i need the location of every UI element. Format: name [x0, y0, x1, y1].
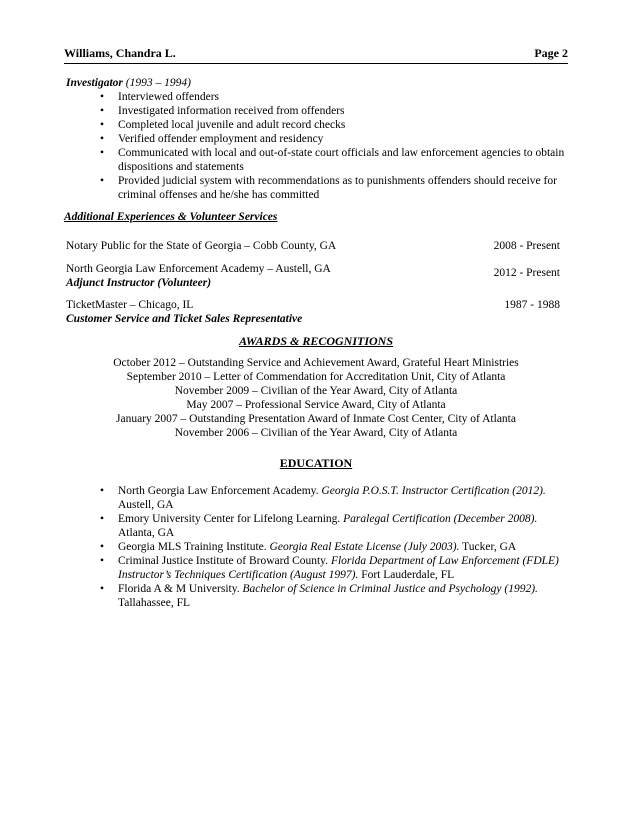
list-item	[100, 554, 570, 582]
school-name: Georgia MLS Training Institute.	[118, 541, 267, 553]
list-item: • Interviewed offenders	[100, 90, 568, 104]
experience-entry	[66, 262, 560, 290]
education-heading-row	[64, 456, 568, 471]
award-item: January 2007 – Outstanding Presentation Award of Inmate Cost Center, City of Atlanta	[116, 413, 516, 425]
experience-org: TicketMaster – Chicago, IL	[66, 299, 194, 311]
award-item: September 2010 – Letter of Commendation for Accreditation Unit, City of Atlanta	[126, 371, 506, 383]
education-list	[100, 484, 570, 610]
list-item: • Communicated with local and out-of-state court officials and law enforcement agencies to obtain dispositions and statements	[100, 146, 568, 174]
school-name: Florida A & M University.	[118, 583, 240, 595]
awards-heading: AWARDS & RECOGNITIONS	[238, 334, 394, 348]
list-item: • Investigated information received from offenders	[100, 104, 568, 118]
school-location: Fort Lauderdale, FL	[361, 569, 455, 581]
experience-entry	[66, 239, 560, 253]
list-item	[100, 484, 570, 512]
school-location: Tallahassee, FL	[118, 597, 191, 609]
school-name: Emory University Center for Lifelong Learning.	[118, 513, 341, 525]
header-name: Williams, Chandra L.	[64, 46, 176, 60]
credential: Georgia Real Estate License (July 2003).	[269, 541, 460, 553]
list-item: • Completed local juvenile and adult record checks	[100, 118, 568, 132]
list-item	[100, 512, 570, 540]
experience-org: North Georgia Law Enforcement Academy – Austell, GA	[66, 263, 331, 275]
investigator-duties-list	[100, 90, 568, 202]
school-location: Austell, GA	[118, 499, 174, 511]
award-item: May 2007 – Professional Service Award, City of Atlanta	[186, 399, 446, 411]
header-rule	[64, 63, 568, 64]
school-name: Criminal Justice Institute of Broward County.	[118, 555, 329, 567]
experience-role: Customer Service and Ticket Sales Representative	[66, 313, 303, 325]
credential: Florida Department of Law Enforcement (FDLE) Instructor’s Techniques Certification (August 1997).	[118, 555, 559, 581]
list-item	[100, 582, 570, 610]
experience-dates: 1987 - 1988	[504, 299, 560, 311]
school-name: North Georgia Law Enforcement Academy.	[118, 485, 319, 497]
experience-dates: 2008 - Present	[493, 240, 560, 252]
experience-dates: 2012 - Present	[493, 267, 560, 279]
school-location: Tucker, GA	[462, 541, 517, 553]
credential: Georgia P.O.S.T. Instructor Certification (2012).	[321, 485, 546, 497]
credential: Paralegal Certification (December 2008).	[343, 513, 538, 525]
award-item: November 2009 – Civilian of the Year Award, City of Atlanta	[174, 385, 458, 397]
list-item: • Verified offender employment and residency	[100, 132, 568, 146]
investigator-heading	[66, 76, 191, 90]
awards-list	[64, 356, 568, 440]
job-title: Investigator	[66, 77, 123, 89]
experience-entry	[66, 298, 560, 326]
additional-experiences-heading: Additional Experiences & Volunteer Services	[64, 211, 278, 223]
awards-heading-row	[64, 334, 568, 349]
experience-org: Notary Public for the State of Georgia – Cobb County, GA	[66, 240, 337, 252]
education-heading: EDUCATION	[279, 456, 353, 470]
experience-role: Adjunct Instructor (Volunteer)	[66, 277, 212, 289]
header-page-number: Page 2	[534, 46, 568, 60]
credential: Bachelor of Science in Criminal Justice and Psychology (1992).	[242, 583, 538, 595]
school-location: Atlanta, GA	[118, 527, 175, 539]
page-header	[64, 46, 568, 60]
list-item	[100, 540, 570, 554]
award-item: October 2012 – Outstanding Service and Achievement Award, Grateful Heart Ministries	[113, 357, 519, 369]
award-item: November 2006 – Civilian of the Year Award, City of Atlanta	[174, 427, 458, 439]
job-dates: (1993 – 1994)	[125, 77, 191, 89]
list-item: • Provided judicial system with recommendations as to punishments offenders should receive for criminal offenses and he/she has committed	[100, 174, 568, 202]
